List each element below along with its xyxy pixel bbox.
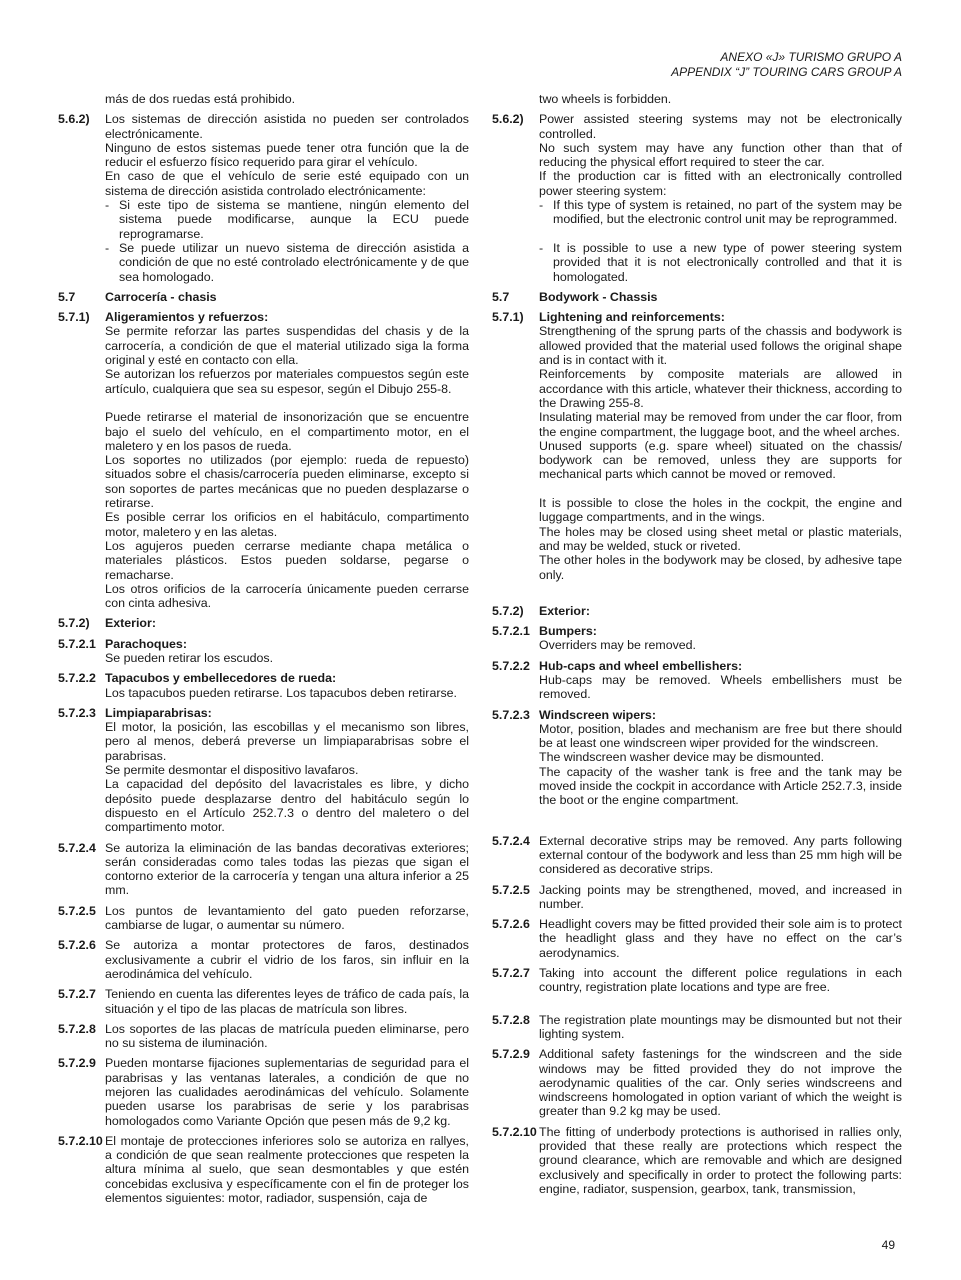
section-title: Carrocería - chasis bbox=[105, 289, 217, 304]
section-5-6-2: 5.6.2) Los sistemas de dirección asistida no pueden ser controlados electrónicamente. Ninguno de estos sistemas puede tener otra función que la de reducir el esfuerzo físico requerido para girar el vehículo. En caso de que el vehículo de serie esté equipado con un sistema de dirección asistida controlado electrónicamente: - Si este tipo de sistema se mantiene, ningún elemento del sistema puede modificarse, aunque la ECU puede reprogramarse. - Se puede utilizar un nuevo sistema de dirección asistida a condición de que no esté controlado electrónicamente y de que sea homologado. bbox=[58, 112, 469, 284]
section-5-7-2-3: 5.7.2.3 Limpiaparabrisas: El motor, la posición, las escobillas y el mecanismo son libres, pero al menos, deberá preverse un limpiaparabrisas sobre el parabrisas. Se permite desmontar el dispositivo lavafaros. La capacidad del depósito del lavacristales es libre, y dicho depósito puede desplazarse dentro del habitáculo según lo dispuesto en el Artículo 252.7.3 o dentro del maletero o del compartimento motor. bbox=[58, 705, 469, 835]
section-title: Exterior: bbox=[105, 616, 156, 631]
section-5-6-2: 5.6.2) Power assisted steering systems may not be electronically controlled. No such system may have any function other than that of reducing the physical effort required to steer the car. If the production car is fitted with an electronically controlled power steering system: - If this type of system is retained, no part of the system may be modified, but the electronic control unit may be reprogrammed. - It is possible to use a new type of power steering system provided that it is not electronically controlled and that it is homologated. bbox=[492, 112, 902, 284]
section-title: Exterior: bbox=[539, 603, 590, 618]
section-5-7-2-7: 5.7.2.7 Taking into account the different police regulations in each country, registration plate locations and type are free. bbox=[492, 966, 902, 995]
section-5-7-2-2: 5.7.2.2 Hub-caps and wheel embellishers: Hub-caps may be removed. Wheels embellishers must be removed. bbox=[492, 658, 902, 702]
section-5-7-2-9: 5.7.2.9 Additional safety fastenings for the windscreen and the side windows may be fitted provided they do not improve the aerodynamic qualities of the car. Only series windscreens and windscreens homologated in option variant of which the weight is greater than 9.2 kg may be used. bbox=[492, 1047, 902, 1119]
section-5-7-2-4: 5.7.2.4 External decorative strips may be removed. Any parts following external contour of the bodywork and less than 25 mm high will be considered as decorative strips. bbox=[492, 833, 902, 877]
section-title: Hub-caps and wheel embellishers: bbox=[539, 658, 743, 673]
section-5-7-2: 5.7.2) Exterior: bbox=[492, 604, 902, 618]
section-number: 5.6.2) bbox=[58, 112, 90, 127]
section-5-7-2-1: 5.7.2.1 Bumpers: Overriders may be removed. bbox=[492, 624, 902, 653]
section-5-7-2-10: 5.7.2.10 The fitting of underbody protections is authorised in rallies only, provided that these really are protections which respect the ground clearance, which are removable and which are designed exclusively and specifically in order to protect the following parts: engine, radiator, suspension, gearbox, tank, transmission, bbox=[492, 1124, 902, 1196]
bullet: - If this type of system is retained, no part of the system may be modified, but the electronic control unit may be reprogrammed. bbox=[539, 198, 902, 227]
section-5-7: 5.7 Bodywork - Chassis bbox=[492, 290, 902, 304]
section-5-7-2-5: 5.7.2.5 Los puntos de levantamiento del gato pueden reforzarse, cambiarse de lugar, o aumentar su número. bbox=[58, 903, 469, 933]
section-5-7-2-8: 5.7.2.8 Los soportes de las placas de matrícula pueden eliminarse, pero no su sistema de iluminación. bbox=[58, 1021, 469, 1051]
section-5-7: 5.7 Carrocería - chasis bbox=[58, 290, 469, 304]
section-5-7-1: 5.7.1) Lightening and reinforcements: Strengthening of the sprung parts of the chassis and bodywork is allowed provided that the material used follows the original shape and is in contact with it. Reinforcements by composite materials are allowed in accordance with this article, whatever their thickness, according to the Drawing 255-8. Insulating material may be removed from under the car floor, from the engine compartment, the luggage boot, and the wheel arches. Unused supports (e.g. spare wheel) situated on the chassis/ bodywork can be removed, unless they are supports for mechanical parts which cannot be moved or removed. It is possible to close the holes in the cockpit, the engine and luggage compartments, and in the wings. The holes may be closed using sheet metal or plastic materials, and may be welded, stuck or riveted. The other holes in the bodywork may be closed, by adhesive tape only. bbox=[492, 310, 902, 582]
section-title: Limpiaparabrisas: bbox=[105, 705, 212, 720]
english-column bbox=[492, 92, 902, 1196]
page-number: 49 bbox=[881, 1238, 895, 1252]
section-title: Tapacubos y embellecedores de rueda: bbox=[105, 671, 337, 686]
section-5-7-2-2: 5.7.2.2 Tapacubos y embellecedores de rueda: Los tapacubos pueden retirarse. Los tapacubos deben retirarse. bbox=[58, 671, 469, 700]
section-5-7-2-7: 5.7.2.7 Teniendo en cuenta las diferentes leyes de tráfico de cada país, la situación y el tipo de las placas de matrícula son libres. bbox=[58, 987, 469, 1016]
bullet: - It is possible to use a new type of power steering system provided that it is not electronically controlled and that it is homologated. bbox=[539, 240, 902, 284]
section-5-7-2: 5.7.2) Exterior: bbox=[58, 616, 469, 630]
section-5-7-2-3: 5.7.2.3 Windscreen wipers: Motor, position, blades and mechanism are free but there should be at least one windscreen wiper provided for the windscreen. The windscreen washer device may be dismounted. The capacity of the washer tank is free and the tank may be moved inside the cockpit in accordance with Article 252.7.3, inside the boot or the engine compartment. bbox=[492, 707, 902, 808]
section-title: Parachoques: bbox=[105, 636, 187, 651]
continuation: two wheels is forbidden. bbox=[539, 92, 672, 106]
continuation: más de dos ruedas está prohibido. bbox=[105, 92, 296, 106]
page-header bbox=[671, 50, 902, 80]
section-title: Bumpers: bbox=[539, 624, 597, 639]
section-5-7-2-10: 5.7.2.10 El montaje de protecciones inferiores solo se autoriza en rallyes, a condición de que sean realmente protecciones que respeten la altura mínima al suelo, que sean desmontables y que estén concebidas exclusiva y específicamente con el fin de proteger los elementos siguientes: motor, radiador, suspensión, caja de bbox=[58, 1133, 469, 1206]
header-line-es: ANEXO «J» TURISMO GRUPO A bbox=[720, 50, 902, 64]
section-5-7-1: 5.7.1) Aligeramientos y refuerzos: Se permite reforzar las partes suspendidas del chasis y de la carrocería, a condición de que el material utilizado siga la forma original y esté en contacto con ella. Se autorizan los refuerzos por materiales compuestos según este artículo, cualquiera que sea su espesor, según el Dibujo 255-8. Puede retirarse el material de insonorización que se encuentre bajo el suelo del vehículo, en el compartimento motor, en el maletero y en los pasos de rueda. Los soportes no utilizados (por ejemplo: rueda de repuesto) situados sobre el chasis/carrocería pueden eliminarse, excepto si son soportes de partes mecánicas que no pueden desplazarse o retirarse. Es posible cerrar los orificios en el habitáculo, compartimento motor, maletero y en las aletas. Los agujeros pueden cerrarse mediante chapa metálica o materiales plásticos. Estos pueden soldarse, pegarse o remacharse. Los otros orificios de la carrocería únicamente pueden cerrarse con cinta adhesiva. bbox=[58, 310, 469, 611]
section-title: Lightening and reinforcements: bbox=[539, 310, 725, 325]
section-5-7-2-8: 5.7.2.8 The registration plate mountings may be dismounted but not their lighting system. bbox=[492, 1012, 902, 1041]
section-title: Windscreen wipers: bbox=[539, 707, 656, 722]
bullet: - Se puede utilizar un nuevo sistema de dirección asistida a condición de que no esté controlado electrónicamente y de que sea homologado. bbox=[105, 240, 469, 284]
section-title: Bodywork - Chassis bbox=[539, 289, 658, 304]
section-5-7-2-4: 5.7.2.4 Se autoriza la eliminación de las bandas decorativas exteriores; serán consideradas como tales todas las piezas que sigan el contorno exterior de la carrocería y tengan una altura inferior a 25 mm. bbox=[58, 840, 469, 898]
spanish-column bbox=[58, 92, 469, 1205]
section-title: Aligeramientos y refuerzos: bbox=[105, 310, 269, 325]
section-5-7-2-6: 5.7.2.6 Se autoriza a montar protectores de faros, destinados exclusivamente a cubrir el vidrio de los faros, sin influir en la aerodinámica del vehículo. bbox=[58, 938, 469, 981]
section-5-7-2-6: 5.7.2.6 Headlight covers may be fitted provided their sole aim is to protect the headlight glass and they have no effect on the car’s aerodynamics. bbox=[492, 917, 902, 960]
section-5-7-2-5: 5.7.2.5 Jacking points may be strengthened, moved, and increased in number. bbox=[492, 882, 902, 911]
bullet: - Si este tipo de sistema se mantiene, ningún elemento del sistema puede modificarse, aunque la ECU puede reprogramarse. bbox=[105, 198, 469, 241]
section-5-7-2-9: 5.7.2.9 Pueden montarse fijaciones suplementarias de seguridad para el parabrisas y las ventanas laterales, a condición de que no mejoren las cualidades aerodinámicas del vehículo. Solamente pueden usarse los parabrisas de serie y los parabrisas homologados como Variante Opción que pesen más de 9,2 kg. bbox=[58, 1056, 469, 1128]
section-5-7-2-1: 5.7.2.1 Parachoques: Se pueden retirar los escudos. bbox=[58, 637, 469, 666]
header-line-en: APPENDIX “J” TOURING CARS GROUP A bbox=[671, 65, 902, 79]
